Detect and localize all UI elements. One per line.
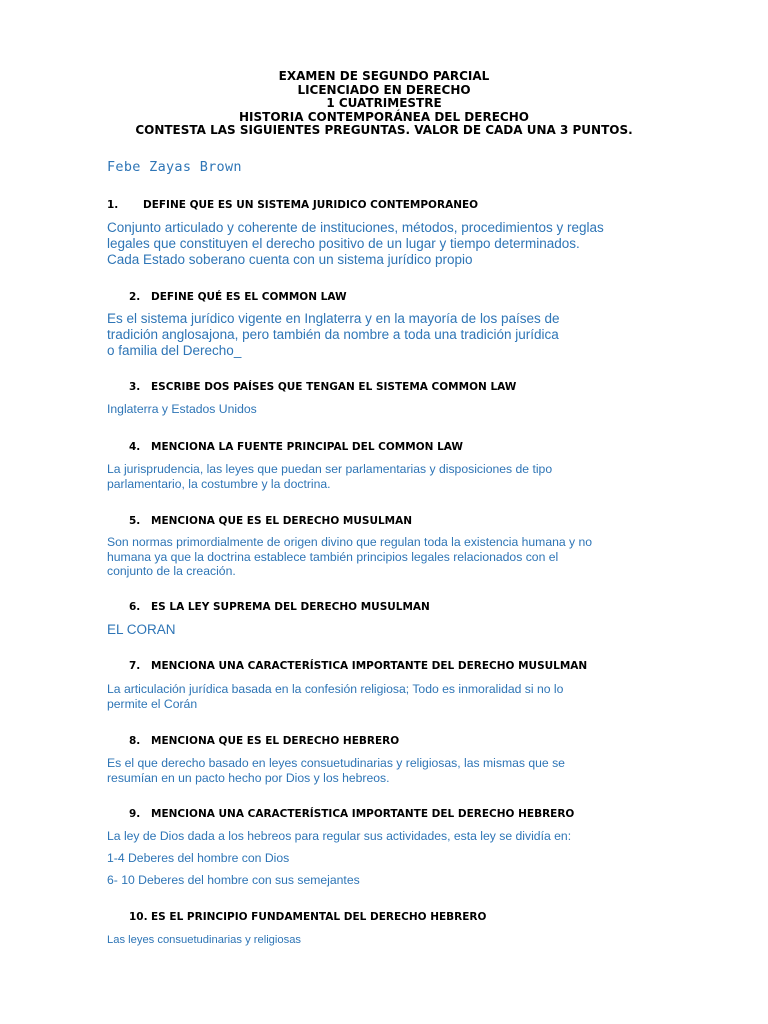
question-2 — [129, 291, 347, 303]
question-4 — [129, 441, 463, 453]
question-text: ES LA LEY SUPREMA DEL DERECHO MUSULMAN — [151, 601, 430, 613]
question-5 — [129, 515, 412, 527]
question-number: 9. — [129, 808, 141, 820]
answer-line: Son normas primordialmente de origen divino que regulan toda la existencia humana y no — [107, 535, 593, 549]
answer-line: Inglaterra y Estados Unidos — [107, 402, 257, 416]
student-name: Febe Zayas Brown — [107, 159, 242, 175]
answer-2 — [107, 311, 560, 359]
question-text: ES EL PRINCIPIO FUNDAMENTAL DEL DERECHO HEBRERO — [151, 911, 487, 923]
answer-line: La articulación jurídica basada en la confesión religiosa; Todo es inmoralidad si no lo — [107, 682, 564, 696]
answer-9-item-2 — [107, 873, 360, 888]
question-10 — [129, 911, 486, 923]
question-8 — [129, 735, 399, 747]
answer-line: Las leyes consuetudinarias y religiosas — [107, 934, 302, 946]
question-number: 8. — [129, 735, 141, 747]
answer-line: 1-4 Deberes del hombre con Dios — [107, 851, 290, 865]
question-text: DEFINE QUE ES UN SISTEMA JURIDICO CONTEMPORANEO — [143, 199, 479, 211]
question-6 — [129, 601, 430, 613]
answer-line: EL CORAN — [107, 622, 176, 637]
answer-8 — [107, 756, 565, 785]
question-1 — [107, 199, 478, 211]
question-text: MENCIONA QUE ES EL DERECHO HEBRERO — [151, 735, 400, 747]
answer-9 — [107, 829, 571, 844]
question-number: 6. — [129, 601, 141, 613]
question-3 — [129, 381, 516, 393]
answer-line: o familia del Derecho_ — [107, 343, 242, 358]
question-7 — [129, 660, 587, 672]
answer-1 — [107, 220, 604, 268]
question-9 — [129, 808, 574, 820]
question-text: MENCIONA LA FUENTE PRINCIPAL DEL COMMON LAW — [151, 441, 463, 453]
answer-line: tradición anglosajona, pero también da nombre a toda una tradición jurídica — [107, 327, 559, 342]
answer-9-item-1 — [107, 851, 289, 866]
answer-line: Cada Estado soberano cuenta con un sistema jurídico propio — [107, 252, 473, 267]
answer-line: resumían en un pacto hecho por Dios y los hebreos. — [107, 770, 390, 785]
answer-line: Es el sistema jurídico vigente en Inglaterra y en la mayoría de los países de — [107, 311, 560, 326]
question-number: 3. — [129, 381, 141, 393]
header-term: 1 CUATRIMESTRE — [326, 96, 442, 110]
answer-line: conjunto de la creación. — [107, 564, 236, 578]
question-number: 10. — [129, 911, 148, 923]
answer-line: humana ya que la doctrina establece también principios legales relacionados con el — [107, 549, 559, 564]
exam-header — [0, 70, 768, 138]
answer-line: La jurisprudencia, las leyes que puedan ser parlamentarias y disposiciones de tipo — [107, 462, 553, 476]
header-instructions: CONTESTA LAS SIGUIENTES PREGUNTAS. VALOR DE CADA UNA 3 PUNTOS. — [135, 123, 633, 137]
header-title: EXAMEN DE SEGUNDO PARCIAL — [278, 69, 490, 83]
question-number: 5. — [129, 515, 141, 527]
answer-line: legales que constituyen el derecho positivo de un lugar y tiempo determinados. — [107, 236, 580, 251]
question-number: 1. — [107, 199, 119, 211]
answer-3 — [107, 402, 257, 417]
answer-7 — [107, 682, 563, 711]
answer-4 — [107, 462, 552, 491]
answer-line: Es el que derecho basado en leyes consuetudinarias y religiosas, las mismas que se — [107, 756, 565, 770]
question-number: 2. — [129, 291, 141, 303]
question-text: MENCIONA UNA CARACTERÍSTICA IMPORTANTE DEL DERECHO HEBRERO — [151, 808, 575, 820]
answer-line: permite el Corán — [107, 696, 198, 711]
question-text: DEFINE QUÉ ES EL COMMON LAW — [151, 291, 347, 303]
question-number: 7. — [129, 660, 141, 672]
header-degree: LICENCIADO EN DERECHO — [297, 82, 471, 97]
header-subject: HISTORIA CONTEMPORÁNEA DEL DERECHO — [239, 109, 529, 124]
answer-6 — [107, 622, 176, 638]
question-text: MENCIONA QUE ES EL DERECHO MUSULMAN — [151, 515, 413, 527]
answer-10 — [107, 934, 301, 946]
answer-line: La ley de Dios dada a los hebreos para regular sus actividades, esta ley se dividía en: — [107, 829, 572, 843]
answer-line: 6- 10 Deberes del hombre con sus semejantes — [107, 873, 360, 887]
question-text: ESCRIBE DOS PAÍSES QUE TENGAN EL SISTEMA COMMON LAW — [151, 381, 517, 393]
answer-line: parlamentario, la costumbre y la doctrina. — [107, 476, 331, 491]
answer-5 — [107, 535, 592, 579]
question-text: MENCIONA UNA CARACTERÍSTICA IMPORTANTE DEL DERECHO MUSULMAN — [151, 660, 588, 672]
question-number: 4. — [129, 441, 141, 453]
answer-line: Conjunto articulado y coherente de instituciones, métodos, procedimientos y reglas — [107, 220, 604, 235]
